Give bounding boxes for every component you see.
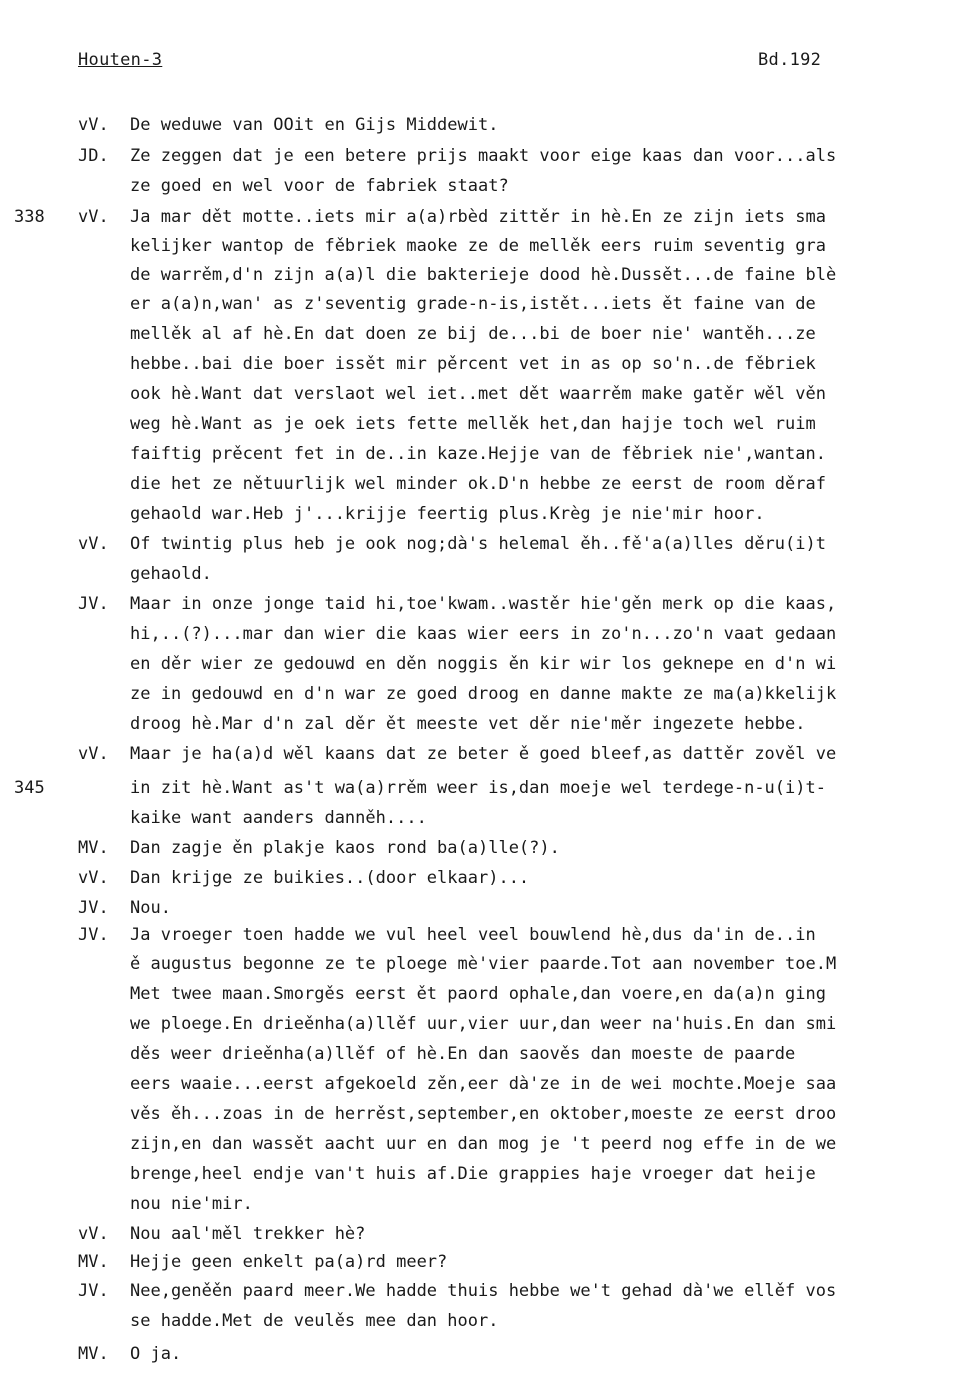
- transcript-line: [0, 1161, 979, 1187]
- transcript-line: [0, 775, 979, 801]
- utterance-text: mellěk al af hè.En dat doen ze bij de...bi de boer nie' wantěh...ze: [130, 324, 816, 344]
- speaker-label: JV.: [78, 594, 109, 614]
- transcript-line: [0, 835, 979, 861]
- document-header-title: Houten-3: [78, 50, 163, 70]
- utterance-text: nou nie'mir.: [130, 1194, 253, 1214]
- transcript-line: [0, 112, 979, 138]
- utterance-text: eers waaie...eerst afgekoeld zěn,eer dà'ze in de wei mochte.Moeje saa: [130, 1074, 837, 1094]
- speaker-label: JD.: [78, 146, 109, 166]
- speaker-label: vV.: [78, 868, 109, 888]
- transcript-line: [0, 233, 979, 259]
- utterance-text: Dan krijge ze buikies..(door elkaar)...: [130, 868, 530, 888]
- transcript-line: [0, 805, 979, 831]
- transcript-line: [0, 865, 979, 891]
- transcript-line: [0, 1221, 979, 1247]
- transcript-line: [0, 143, 979, 169]
- transcript-line: [0, 1278, 979, 1304]
- transcript-line: [0, 351, 979, 377]
- transcript-line: [0, 1071, 979, 1097]
- utterance-text: brenge,heel endje van't huis af.Die grappies haje vroeger dat heije: [130, 1164, 816, 1184]
- transcript-line: [0, 922, 979, 948]
- transcript-line: [0, 501, 979, 527]
- transcript-line: [0, 1249, 979, 1275]
- utterance-text: Dan zagje ěn plakje kaos rond ba(a)lle(?).: [130, 838, 560, 858]
- speaker-label: MV.: [78, 838, 109, 858]
- transcript-line: [0, 561, 979, 587]
- transcript-line: [0, 441, 979, 467]
- speaker-label: vV.: [78, 207, 109, 227]
- transcript-line: [0, 173, 979, 199]
- transcript-line: [0, 321, 979, 347]
- utterance-text: Hejje geen enkelt pa(a)rd meer?: [130, 1252, 448, 1272]
- utterance-text: droog hè.Mar d'n zal děr ět meeste vet děr nie'měr ingezete hebbe.: [130, 714, 806, 734]
- transcript-line: [0, 621, 979, 647]
- speaker-label: MV.: [78, 1344, 109, 1364]
- transcript-line: [0, 1191, 979, 1217]
- utterance-text: se hadde.Met de veulěs mee dan hoor.: [130, 1311, 499, 1331]
- transcript-line: [0, 951, 979, 977]
- speaker-label: vV.: [78, 744, 109, 764]
- utterance-text: zijn,en dan wassět aacht uur en dan mog je 't peerd nog effe in de we: [130, 1134, 837, 1154]
- transcript-line: [0, 981, 979, 1007]
- utterance-text: in zit hè.Want as't wa(a)rrěm weer is,dan moeje wel terdege-n-u(i)t-: [130, 778, 826, 798]
- page-reference: Bd.192: [758, 50, 822, 70]
- utterance-text: weg hè.Want as je oek iets fette mellěk het,dan hajje toch wel ruim: [130, 414, 816, 434]
- utterance-text: Met twee maan.Smorgěs eerst ět paord ophale,dan voere,en da(a)n ging: [130, 984, 826, 1004]
- transcript-line: [0, 411, 979, 437]
- transcript-line: [0, 1131, 979, 1157]
- utterance-text: faiftig prěcent fet in de..in kaze.Hejje van de fěbriek nie',wantan.: [130, 444, 826, 464]
- transcript-line: [0, 204, 979, 230]
- transcript-line: [0, 711, 979, 737]
- utterance-text: kelijker wantop de fěbriek maoke ze de mellěk eers ruim seventig gra: [130, 236, 826, 256]
- transcript-line: [0, 262, 979, 288]
- utterance-text: děs weer drieěnha(a)llěf of hè.En dan saověs dan moeste de paarde: [130, 1044, 796, 1064]
- speaker-label: JV.: [78, 925, 109, 945]
- speaker-label: vV.: [78, 1224, 109, 1244]
- utterance-text: ze goed en wel voor de fabriek staat?: [130, 176, 509, 196]
- transcript-line: [0, 1101, 979, 1127]
- transcript-line: [0, 471, 979, 497]
- utterance-text: věs ěh...zoas in de herrěst,september,en oktober,moeste ze eerst droo: [130, 1104, 837, 1124]
- utterance-text: Nou.: [130, 898, 171, 918]
- speaker-label: JV.: [78, 1281, 109, 1301]
- utterance-text: ook hè.Want dat verslaot wel iet..met dět waarrěm make gatěr wěl věn: [130, 384, 826, 404]
- utterance-text: Of twintig plus heb je ook nog;dà's helemal ěh..fě'a(a)lles děru(i)t: [130, 534, 826, 554]
- utterance-text: ě augustus begonne ze te ploege mè'vier paarde.Tot aan november toe.M: [130, 954, 837, 974]
- utterance-text: er a(a)n,wan' as z'seventig grade-n-is,istět...iets ět faine van de: [130, 294, 816, 314]
- utterance-text: en děr wier ze gedouwd en děn noggis ěn kir wir los geknepe en d'n wi: [130, 654, 837, 674]
- transcript-line: [0, 651, 979, 677]
- utterance-text: hebbe..bai die boer issět mir pěrcent vet in as op so'n..de fěbriek: [130, 354, 816, 374]
- speaker-label: MV.: [78, 1252, 109, 1272]
- transcript-line: [0, 1011, 979, 1037]
- transcript-line: [0, 1308, 979, 1334]
- transcript-line: [0, 591, 979, 617]
- utterance-text: Ja vroeger toen hadde we vul heel veel bouwlend hè,dus da'in de..in: [130, 925, 816, 945]
- line-number: 345: [14, 778, 45, 798]
- speaker-label: vV.: [78, 115, 109, 135]
- utterance-text: O ja.: [130, 1344, 182, 1364]
- line-number: 338: [14, 207, 45, 227]
- utterance-text: gehaold war.Heb j'...krijje feertig plus.Krèg je nie'mir hoor.: [130, 504, 765, 524]
- utterance-text: Maar in onze jonge taid hi,toe'kwam..wastěr hie'gěn merk op die kaas,: [130, 594, 837, 614]
- utterance-text: Nee,geněěn paard meer.We hadde thuis hebbe we't gehad dà'we ellěf vos: [130, 1281, 837, 1301]
- utterance-text: kaike want aanders danněh....: [130, 808, 427, 828]
- utterance-text: die het ze nětuurlijk wel minder ok.D'n hebbe ze eerst de room děraf: [130, 474, 826, 494]
- utterance-text: Ze zeggen dat je een betere prijs maakt voor eige kaas dan voor...als: [130, 146, 837, 166]
- utterance-text: de warrěm,d'n zijn a(a)l die bakterieje dood hè.Dussět...de faine blè: [130, 265, 837, 285]
- utterance-text: gehaold.: [130, 564, 212, 584]
- transcript-line: [0, 681, 979, 707]
- transcript-line: [0, 381, 979, 407]
- utterance-text: ze in gedouwd en d'n war ze goed droog en danne makte ze ma(a)kkelijk: [130, 684, 837, 704]
- utterance-text: Nou aal'měl trekker hè?: [130, 1224, 366, 1244]
- transcript-line: [0, 291, 979, 317]
- speaker-label: JV.: [78, 898, 109, 918]
- utterance-text: Ja mar dět motte..iets mir a(a)rbèd zittěr in hè.En ze zijn iets sma: [130, 207, 826, 227]
- transcript-line: [0, 741, 979, 767]
- utterance-text: De weduwe van OOit en Gijs Middewit.: [130, 115, 499, 135]
- transcript-line: [0, 531, 979, 557]
- transcript-line: [0, 1341, 979, 1367]
- transcript-line: [0, 895, 979, 921]
- utterance-text: hi,..(?)...mar dan wier die kaas wier eers in zo'n...zo'n vaat gedaan: [130, 624, 837, 644]
- utterance-text: we ploege.En drieěnha(a)llěf uur,vier uur,dan weer na'huis.En dan smi: [130, 1014, 837, 1034]
- transcript-line: [0, 1041, 979, 1067]
- speaker-label: vV.: [78, 534, 109, 554]
- utterance-text: Maar je ha(a)d wěl kaans dat ze beter ě goed bleef,as dattěr zověl ve: [130, 744, 837, 764]
